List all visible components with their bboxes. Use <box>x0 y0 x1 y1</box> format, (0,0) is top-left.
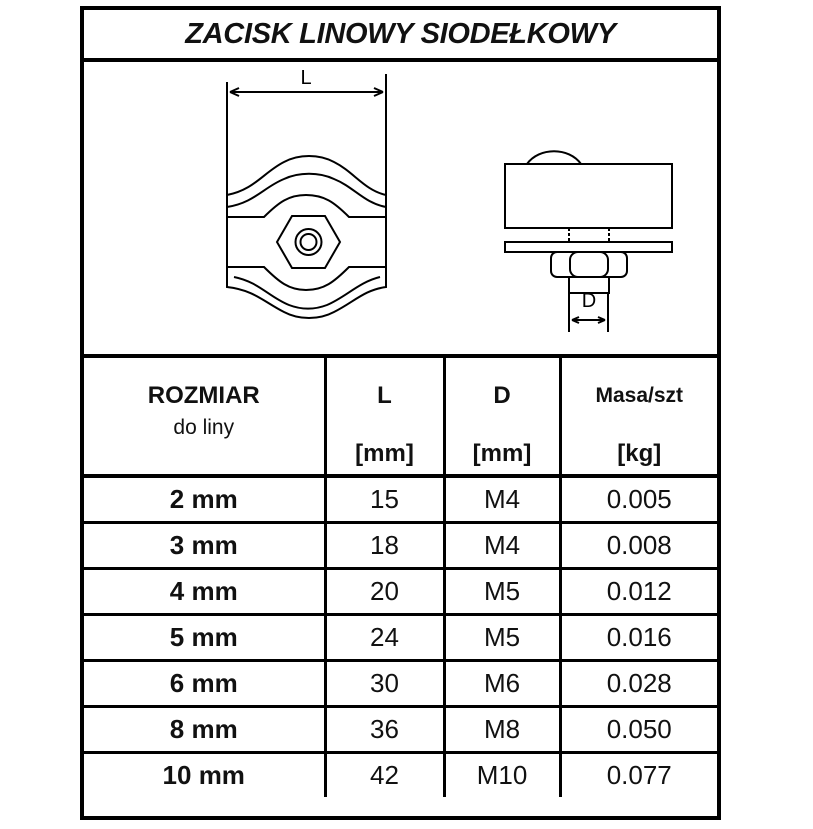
header-L-label: L <box>377 382 392 409</box>
cell-L: 20 <box>325 569 444 615</box>
header-size-label: ROZMIAR <box>147 382 260 409</box>
cell-D: M6 <box>444 661 560 707</box>
header-D-unit: [mm] <box>472 440 532 467</box>
cell-size: 6 mm <box>84 661 325 707</box>
spec-sheet <box>80 6 721 820</box>
cell-L: 24 <box>325 615 444 661</box>
table-row <box>84 476 717 523</box>
table-header-row <box>84 358 717 476</box>
header-D <box>444 358 560 476</box>
header-mass-unit: [kg] <box>617 440 662 467</box>
cell-mass: 0.050 <box>560 707 717 753</box>
header-size <box>84 358 325 476</box>
cell-L: 18 <box>325 523 444 569</box>
cell-D: M8 <box>444 707 560 753</box>
cell-L: 42 <box>325 753 444 798</box>
cell-size: 5 mm <box>84 615 325 661</box>
cell-mass: 0.077 <box>560 753 717 798</box>
table-row <box>84 523 717 569</box>
cell-D: M5 <box>444 569 560 615</box>
size-table <box>84 358 717 797</box>
table-row <box>84 569 717 615</box>
cell-D: M10 <box>444 753 560 798</box>
table-row <box>84 661 717 707</box>
table-row <box>84 707 717 753</box>
cell-L: 15 <box>325 476 444 523</box>
cell-L: 36 <box>325 707 444 753</box>
clamp-drawing-icon <box>84 62 717 354</box>
cell-mass: 0.016 <box>560 615 717 661</box>
table-row <box>84 615 717 661</box>
cell-size: 2 mm <box>84 476 325 523</box>
header-L <box>325 358 444 476</box>
cell-D: M4 <box>444 523 560 569</box>
header-D-label: D <box>493 382 511 409</box>
cell-L: 30 <box>325 661 444 707</box>
page-title: ZACISK LINOWY SIODEŁKOWY <box>84 10 717 62</box>
header-L-unit: [mm] <box>355 440 414 467</box>
cell-mass: 0.008 <box>560 523 717 569</box>
cell-size: 10 mm <box>84 753 325 798</box>
cell-mass: 0.012 <box>560 569 717 615</box>
technical-drawing <box>84 62 717 358</box>
header-size-sub: do liny <box>173 416 235 439</box>
header-mass-label: Masa/szt <box>595 384 684 407</box>
cell-mass: 0.005 <box>560 476 717 523</box>
cell-size: 8 mm <box>84 707 325 753</box>
cell-D: M4 <box>444 476 560 523</box>
table-row <box>84 753 717 798</box>
dimension-D-label: D <box>581 290 597 312</box>
dimension-L-label: L <box>300 67 312 89</box>
cell-D: M5 <box>444 615 560 661</box>
cell-mass: 0.028 <box>560 661 717 707</box>
header-mass <box>560 358 717 476</box>
cell-size: 3 mm <box>84 523 325 569</box>
cell-size: 4 mm <box>84 569 325 615</box>
